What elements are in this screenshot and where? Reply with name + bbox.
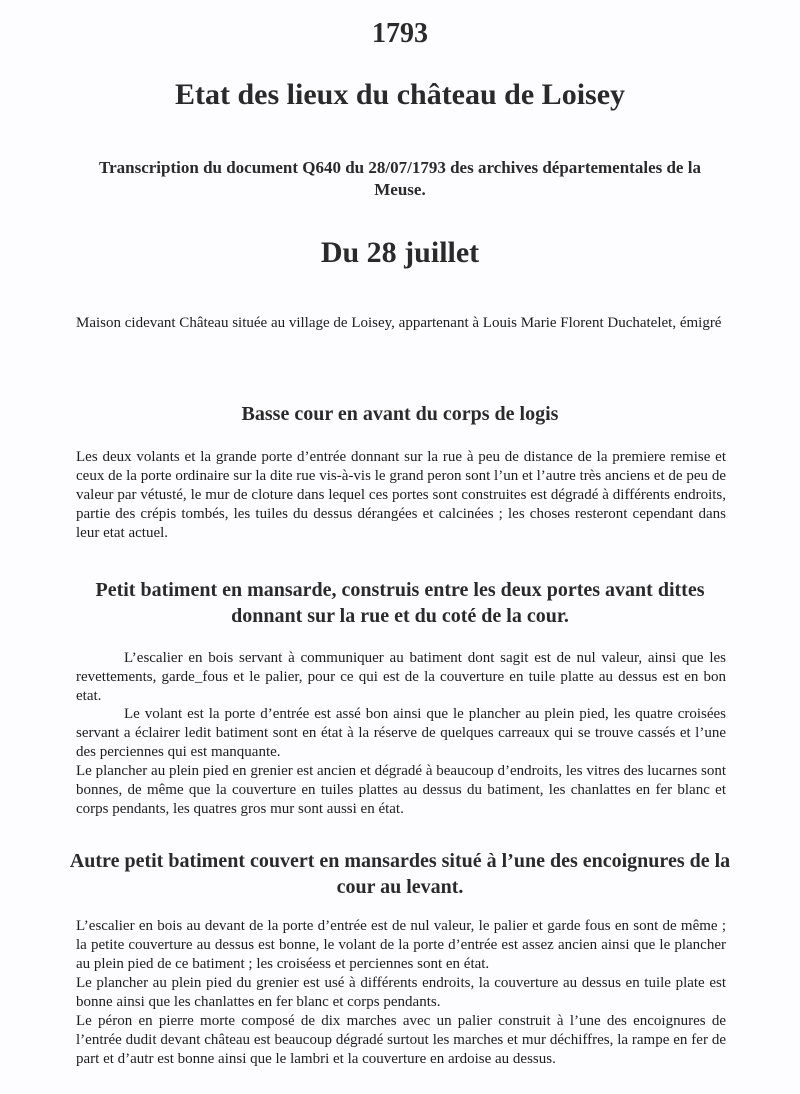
paragraph-text: Le péron en pierre morte composé de dix marches avec un palier construit à l’une des encoignures de l’entrée dudit devant château est beaucoup dégradé surtout les marches et mur déchiffres, la rampe en fer de part et d’autr est bonne ainsi que le lambri et la couverture en ardoise au dessus. bbox=[76, 1013, 726, 1067]
section-paragraph bbox=[76, 649, 726, 706]
section-heading: Basse cour en avant du corps de logis bbox=[241, 403, 559, 425]
paragraph-text: Le plancher au plein pied en grenier est ancien et dégradé à beaucoup d’endroits, les vitres des lucarnes sont bonnes, de même que la couverture en tuiles plattes au dessus du batiment, les chanlattes en fer blanc et corps pendants, les quatres gros mur sont aussi en état. bbox=[76, 763, 726, 817]
date-heading: Du 28 juillet bbox=[320, 236, 480, 269]
paragraph-text: Le volant est la porte d’entrée est assé bon ainsi que le plancher au plein pied, les quatre croisées servant a éclairer ledit batiment sont en état à la réserve de quelques carreaux qui se trouve cassés et l’une des perciennes qui est manquante. bbox=[76, 706, 726, 760]
section-paragraph: Les deux volants et la grande porte d’entrée donnant sur la rue à peu de distance de la premiere remise et ceux de la porte ordinaire sur la dite rue vis-à-vis le grand peron sont l’un et l’autre très anciens et de peu de valeur par vétusté, le mur de cloture dans lequel ces portes sont construites est dégradé à différents endroits, partie des crépis tombés, les tuiles du dessus dérangées et calcinées ; les choses resteront cependant dans leur etat actuel. bbox=[76, 449, 726, 541]
intro-paragraph: Maison cidevant Château située au village de Loisey, appartenant à Louis Marie Florent Duchatelet, émigré bbox=[76, 315, 722, 331]
section-paragraph bbox=[76, 705, 726, 819]
paragraph-text: L’escalier en bois au devant de la porte d’entrée est de nul valeur, le palier et garde fous en sont de même ; la petite couverture au dessus est bonne, le volant de la porte d’entrée est assez ancien ainsi que le plancher au plein pied de ce batiment ; les croiséess et perciennes sont en état. bbox=[76, 918, 726, 972]
document-title: Etat des lieux du château de Loisey bbox=[174, 78, 626, 111]
document-subtitle: Transcription du document Q640 du 28/07/1793 des archives départementales de la Meuse. bbox=[99, 158, 701, 199]
section-heading: Petit batiment en mansarde, construis entre les deux portes avant dittes donnant sur la rue et du coté de la cour. bbox=[95, 579, 705, 627]
paragraph-text: L’escalier en bois servant à communiquer au batiment dont sagit est de nul valeur, ainsi que les revettements, garde_fous et le palier, pour ce qui est de la couverture en tuile platte au dessus est en bon etat. bbox=[76, 650, 726, 704]
document-year: 1793 bbox=[372, 18, 428, 49]
section-heading: Autre petit batiment couvert en mansardes situé à l’une des encoignures de la cour au levant. bbox=[69, 850, 731, 898]
paragraph-text: Le plancher au plein pied du grenier est usé à différents endroits, la couverture au dessus en tuile plate est bonne ainsi que les chanlattes en fer blanc et corps pendants. bbox=[76, 975, 726, 1010]
section-paragraph bbox=[76, 917, 726, 1069]
